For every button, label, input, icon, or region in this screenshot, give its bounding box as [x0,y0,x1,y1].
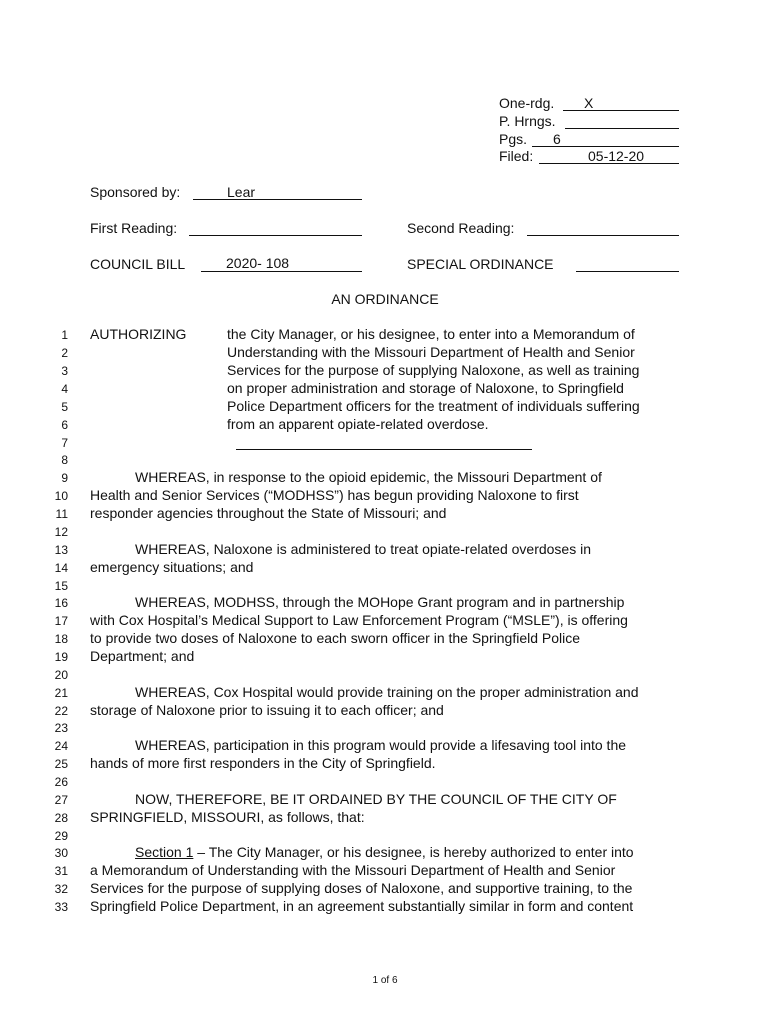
line-number: 11 [55,507,68,521]
authorizing-divider [236,449,532,450]
second-reading-label: Second Reading: [407,220,515,236]
first-reading-label: First Reading: [90,220,178,236]
body-line: Springfield Police Department, in an agreement substantially similar in form and content [90,898,634,914]
line-number: 1 [61,328,68,342]
one-rdg-underline [563,110,679,111]
page-number: 1 of 6 [372,975,398,986]
line-number: 26 [54,775,68,789]
second-reading-underline [527,235,679,236]
line-number: 7 [61,436,68,450]
body-line: SPRINGFIELD, MISSOURI, as follows, that: [90,809,365,825]
body-line: WHEREAS, participation in this program would provide a lifesaving tool into the [135,737,627,753]
line-number: 17 [54,614,68,628]
line-number: 21 [54,686,68,700]
sponsored-label: Sponsored by: [90,184,181,200]
line-number: 3 [61,364,68,378]
line-number: 30 [54,846,68,860]
body-line: WHEREAS, MODHSS, through the MOHope Grant program and in partnership [135,594,625,610]
body-line: hands of more first responders in the City of Springfield. [90,755,436,771]
body-line: with Cox Hospital’s Medical Support to Law Enforcement Program (“MSLE”), is offering [90,612,628,628]
authorizing-line: on proper administration and storage of Naloxone, to Springfield [227,380,624,396]
line-number: 9 [61,471,68,485]
body-line: to provide two doses of Naloxone to each sworn officer in the Springfield Police [90,630,581,646]
ordinance-title: AN ORDINANCE [331,291,439,307]
authorizing-line: Understanding with the Missouri Department of Health and Senior [227,344,635,360]
sponsored-value: Lear [227,184,256,200]
pgs-label: Pgs. [499,131,528,147]
body-line: Health and Senior Services (“MODHSS”) has begun providing Naloxone to first [90,487,579,503]
line-number: 10 [54,489,68,503]
filed-label: Filed: [499,148,534,164]
line-number: 16 [54,596,68,610]
line-number: 27 [54,793,68,807]
line-number: 19 [54,650,68,664]
line-number: 5 [61,400,68,414]
line-number: 4 [61,382,68,396]
special-ordinance-label: SPECIAL ORDINANCE [407,256,554,272]
body-line: emergency situations; and [90,559,254,575]
body-line: Department; and [90,648,195,664]
line-number: 25 [54,757,68,771]
authorizing-label: AUTHORIZING [90,326,187,342]
one-rdg-label: One-rdg. [499,95,555,111]
body-line: WHEREAS, in response to the opioid epidemic, the Missouri Department of [135,469,602,485]
line-number: 13 [54,543,68,557]
authorizing-line: from an apparent opiate-related overdose. [227,416,489,432]
line-number: 24 [54,739,68,753]
body-line: responder agencies throughout the State of Missouri; and [90,505,447,521]
line-number: 32 [54,882,68,896]
sponsored-underline [193,199,362,200]
line-number: 29 [54,829,68,843]
body-line: WHEREAS, Naloxone is administered to treat opiate-related overdoses in [135,541,591,557]
body-line: storage of Naloxone prior to issuing it to each officer; and [90,702,444,718]
body-line: NOW, THEREFORE, BE IT ORDAINED BY THE COUNCIL OF THE CITY OF [135,791,617,807]
filed-value: 05-12-20 [588,148,645,164]
line-number: 33 [54,900,68,914]
section-1-line [135,844,634,861]
line-number: 22 [54,704,68,718]
body-line: a Memorandum of Understanding with the Missouri Department of Health and Senior [90,862,616,878]
line-number: 8 [61,453,68,467]
authorizing-line: Services for the purpose of supplying Naloxone, as well as training [227,362,640,378]
line-number: 6 [61,418,68,432]
special-ordinance-underline [576,271,679,272]
one-rdg-value: X [584,95,594,111]
pgs-value: 6 [553,131,561,147]
line-number: 31 [54,864,68,878]
p-hrngs-label: P. Hrngs. [499,113,556,129]
line-number: 15 [54,579,68,593]
line-number: 18 [54,632,68,646]
line-number: 2 [61,346,68,360]
p-hrngs-underline [565,128,679,129]
body-line: WHEREAS, Cox Hospital would provide training on the proper administration and [135,684,639,700]
authorizing-line: the City Manager, or his designee, to enter into a Memorandum of [227,326,635,342]
council-bill-value: 2020- 108 [226,255,290,271]
line-number: 28 [54,811,68,825]
section-1-text: – The City Manager, or his designee, is hereby authorized to enter into [193,844,634,860]
first-reading-underline [189,235,362,236]
line-number: 23 [54,721,68,735]
section-1-heading: Section 1 [135,844,194,860]
line-number: 14 [54,561,68,575]
council-bill-label: COUNCIL BILL [90,256,186,272]
line-number: 20 [54,668,68,682]
authorizing-line: Police Department officers for the treatment of individuals suffering [227,398,640,414]
line-number: 12 [54,525,68,539]
body-line: Services for the purpose of supplying doses of Naloxone, and supportive training, to the [90,880,633,896]
